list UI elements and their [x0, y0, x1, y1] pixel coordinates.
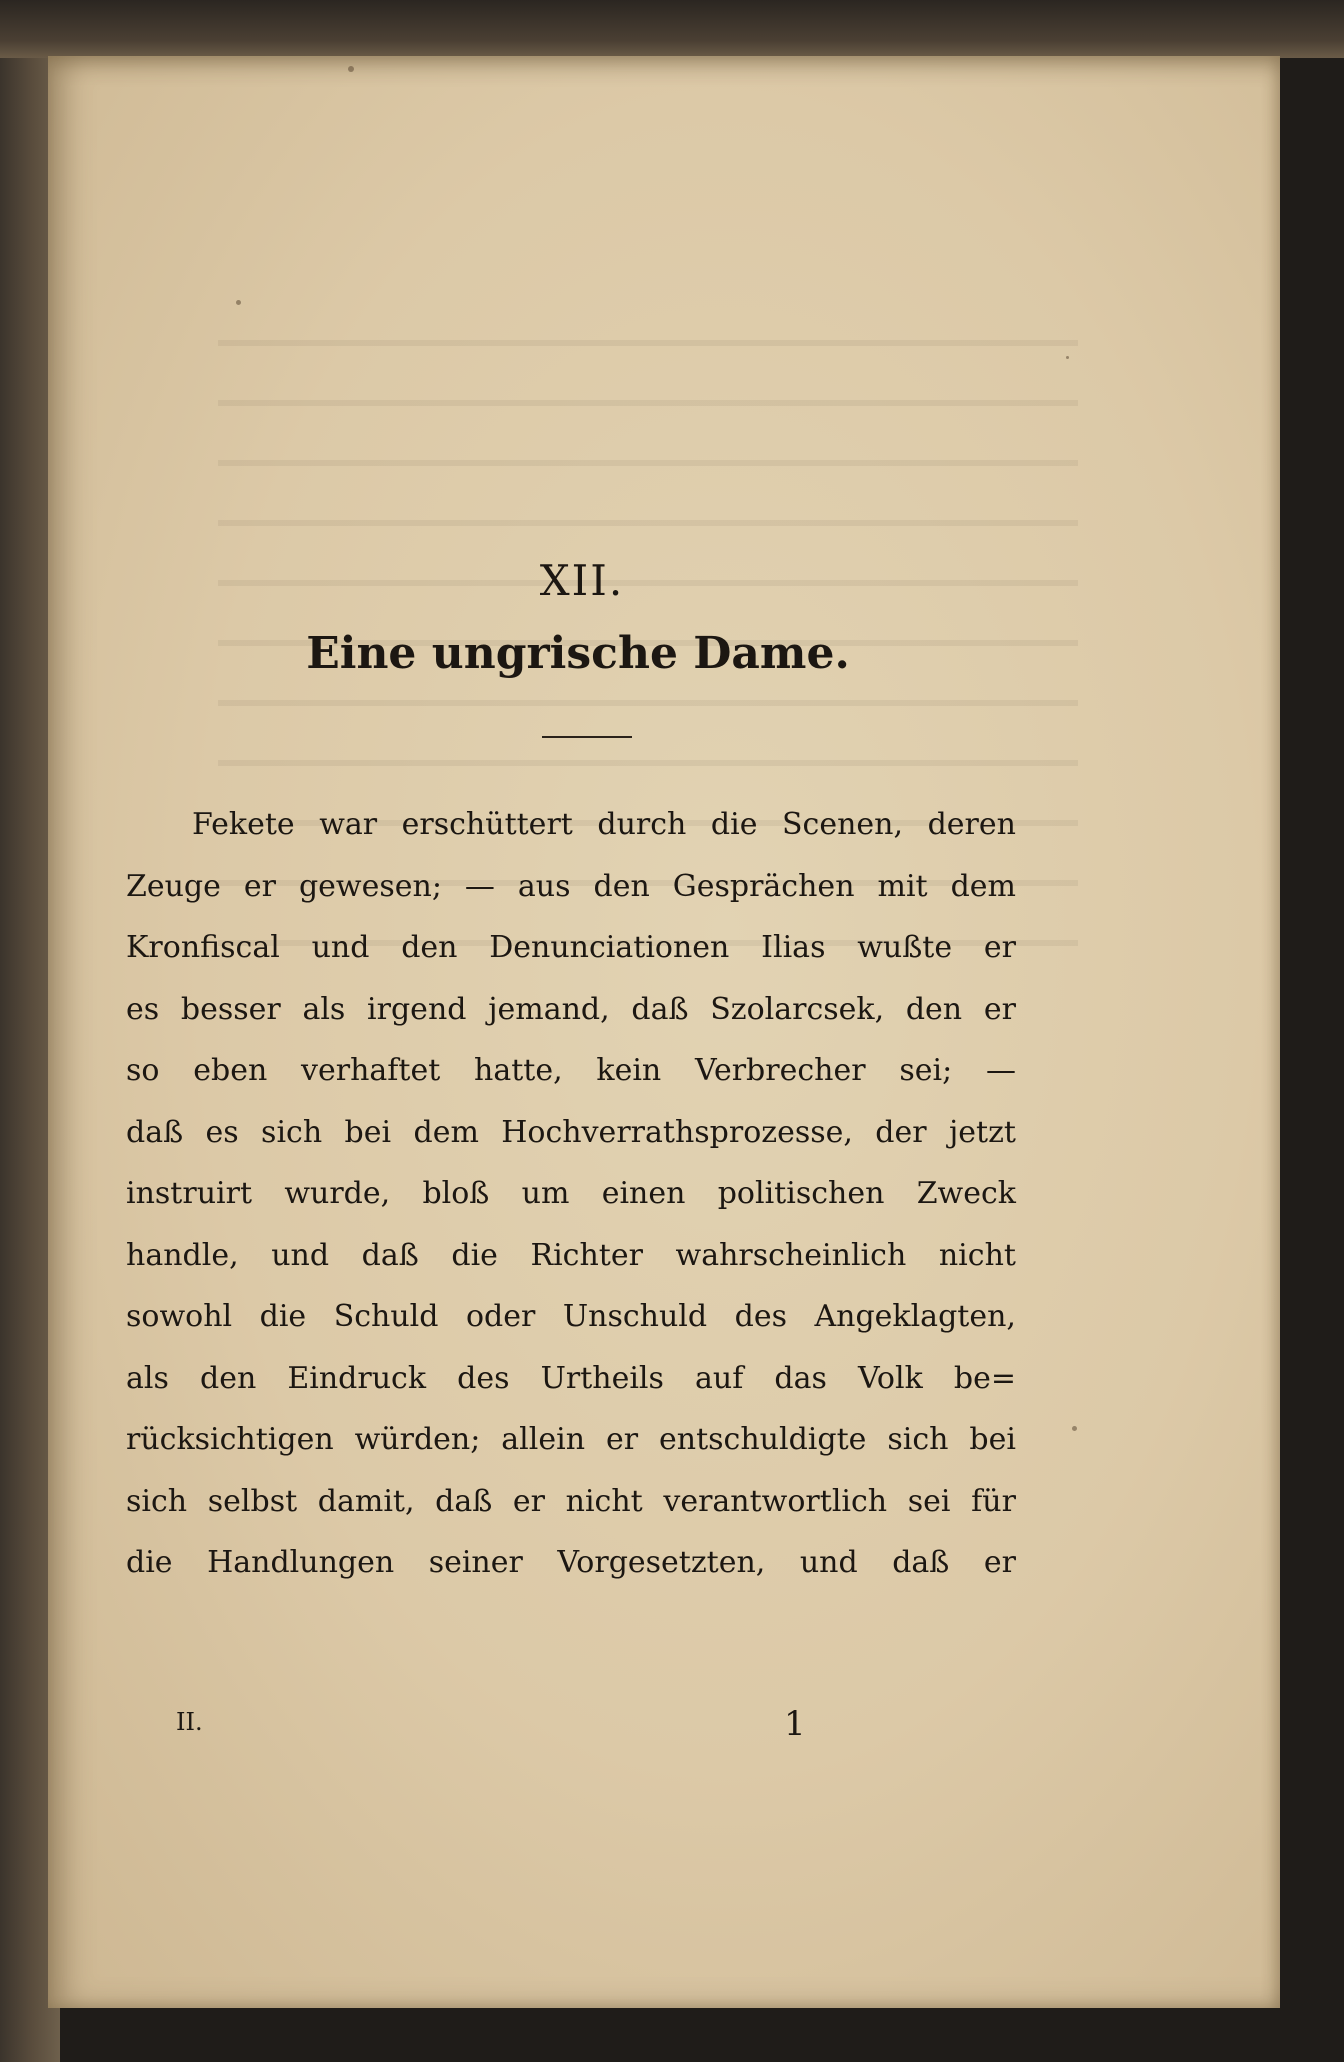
word: sei; — [899, 1053, 953, 1088]
text-line — [126, 856, 1016, 918]
word: Urtheils — [540, 1360, 664, 1396]
word: Angeklagten, — [814, 1299, 1016, 1334]
word: bei — [969, 1422, 1016, 1457]
word: Zeuge — [126, 868, 221, 904]
word: handle, — [126, 1237, 239, 1273]
word: er — [512, 1483, 546, 1519]
word: auf — [695, 1360, 744, 1396]
chapter-number: XII. — [539, 556, 625, 605]
word: daß — [435, 1483, 493, 1519]
word: als — [126, 1360, 169, 1396]
word: sei — [907, 1483, 951, 1519]
word: daß — [892, 1545, 950, 1580]
word: Szolarcsek, — [710, 991, 885, 1027]
word: er — [983, 930, 1016, 965]
word: Eindruck — [287, 1360, 427, 1396]
word: kein — [596, 1053, 662, 1088]
word: dem — [413, 1114, 479, 1150]
word: aus — [517, 868, 571, 904]
word: war — [319, 807, 378, 842]
text-line — [126, 1348, 1016, 1410]
word: entschuldigte — [659, 1422, 867, 1457]
word: verhaftet — [301, 1053, 441, 1088]
text-line — [126, 1532, 1016, 1594]
word: sowohl — [126, 1299, 233, 1334]
text-line — [126, 1102, 1016, 1164]
word: gewesen; — [298, 868, 442, 904]
word: jemand, — [488, 991, 610, 1027]
word: und — [799, 1545, 858, 1580]
word: daß — [631, 991, 689, 1027]
word: die — [126, 1545, 173, 1580]
text-line — [126, 1471, 1016, 1533]
word: Vorgesetzten, — [557, 1545, 766, 1580]
word: rücksichtigen — [126, 1422, 334, 1457]
word: — — [464, 868, 495, 904]
text-line — [126, 1040, 1016, 1102]
text-column — [126, 556, 1016, 1594]
word: Richter — [530, 1237, 643, 1273]
word: für — [971, 1483, 1016, 1519]
chapter-title: Eine ungrische Dame. — [306, 628, 850, 679]
word: Denunciationen — [489, 930, 730, 965]
word: den — [905, 991, 963, 1027]
word: den — [199, 1360, 257, 1396]
word: den — [593, 868, 650, 904]
word: Ilias — [761, 930, 826, 965]
word: nicht — [565, 1483, 643, 1519]
word: einen — [601, 1176, 686, 1211]
word: oder — [465, 1299, 536, 1334]
word: Gesprächen — [672, 868, 855, 904]
word: hatte, — [474, 1053, 563, 1088]
word: Schuld — [333, 1299, 439, 1334]
word: Hochverrathsprozesse, — [501, 1114, 853, 1150]
word: wurde, — [284, 1176, 391, 1211]
word: politischen — [717, 1176, 885, 1211]
word: die — [451, 1237, 498, 1273]
word: mit — [877, 868, 928, 904]
word: besser — [180, 991, 281, 1027]
word: es — [126, 991, 160, 1027]
word: er — [605, 1422, 639, 1457]
word: Verbrecher — [695, 1053, 866, 1088]
word: es — [205, 1114, 239, 1150]
word: er — [243, 868, 276, 904]
word: allein — [501, 1422, 586, 1457]
text-line — [126, 1225, 1016, 1287]
word: und — [271, 1237, 330, 1273]
text-line — [126, 1409, 1016, 1471]
title-rule — [542, 736, 632, 738]
word: verantwortlich — [663, 1483, 888, 1519]
word: seiner — [428, 1545, 523, 1580]
word: als — [302, 991, 346, 1027]
word: daß — [126, 1114, 184, 1150]
word: er — [983, 1545, 1016, 1580]
word: um — [521, 1176, 570, 1211]
word: der — [875, 1114, 927, 1150]
word: Fekete — [192, 807, 295, 842]
word: wahrscheinlich — [675, 1237, 907, 1273]
word: nicht — [938, 1237, 1016, 1273]
word: Kronfiscal — [126, 930, 280, 965]
word: Handlungen — [207, 1545, 395, 1580]
word: das — [774, 1360, 827, 1396]
word: die — [710, 807, 758, 842]
word: erschüttert — [401, 807, 573, 842]
word: sich — [261, 1114, 323, 1150]
word: selbst — [207, 1483, 298, 1519]
text-line — [126, 1286, 1016, 1348]
text-line — [126, 917, 1016, 979]
word: den — [401, 930, 458, 965]
word: Unschuld — [562, 1299, 708, 1334]
word: Zweck — [916, 1176, 1016, 1211]
word: bei — [344, 1114, 392, 1150]
word: Scenen, — [782, 807, 904, 842]
word: eben — [193, 1053, 268, 1088]
word: instruirt — [126, 1176, 253, 1211]
word: dem — [950, 868, 1016, 904]
word: damit, — [317, 1483, 415, 1519]
word: des — [457, 1360, 510, 1396]
word: — — [985, 1053, 1016, 1088]
word: des — [734, 1299, 787, 1334]
word: die — [259, 1299, 307, 1334]
word: daß — [361, 1237, 419, 1273]
chapter-body — [126, 794, 1016, 1594]
word: bloß — [422, 1176, 490, 1211]
word: durch — [597, 807, 687, 842]
word: und — [311, 930, 370, 965]
word: sich — [887, 1422, 949, 1457]
text-line — [126, 794, 1016, 856]
page-number: 1 — [784, 1704, 806, 1744]
word: jetzt — [948, 1114, 1016, 1150]
text-line — [126, 979, 1016, 1041]
word: würden; — [354, 1422, 481, 1457]
word: so — [126, 1053, 160, 1088]
text-line — [126, 1163, 1016, 1225]
word: irgend — [367, 991, 467, 1027]
signature-mark: II. — [176, 1708, 203, 1736]
book-cover-top — [0, 0, 1344, 58]
word: be= — [953, 1360, 1016, 1396]
word: sich — [126, 1483, 188, 1519]
word: deren — [927, 807, 1016, 842]
word: er — [983, 991, 1016, 1027]
word: Volk — [858, 1360, 923, 1396]
word: wußte — [857, 930, 953, 965]
